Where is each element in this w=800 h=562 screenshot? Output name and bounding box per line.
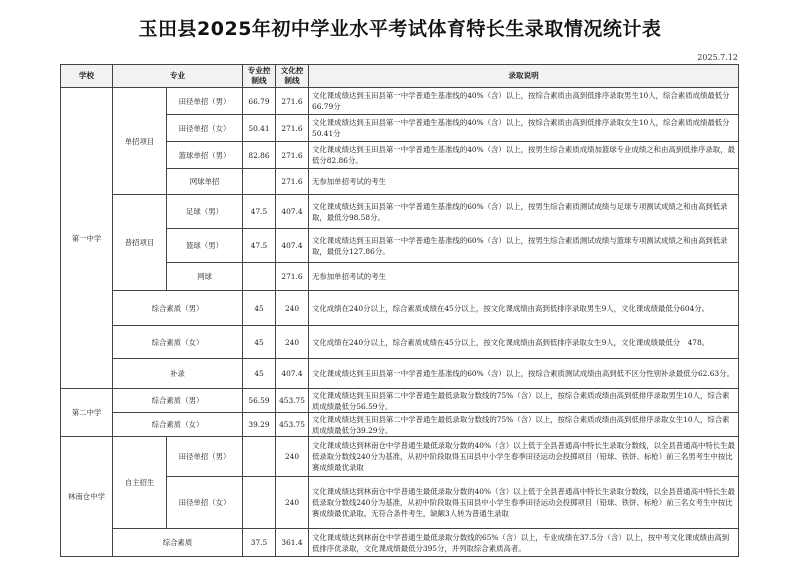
major-line-cell <box>243 477 276 529</box>
school-cell: 林南仓中学 <box>61 437 113 557</box>
note-cell: 文化课成绩达到玉田县第一中学普通生基准线的60%（含）以上，按男生综合素质测试成绩与足球专项测试成绩之和由高到低录取，最低分98.58分。 <box>309 195 739 229</box>
culture-line-cell: 240 <box>276 291 309 326</box>
major-line-cell: 45 <box>243 291 276 326</box>
note-cell: 文化课成绩达到玉田县第一中学普通生基准线的60%（含）以上，按综合素质测试成绩由高到低不区分性别补录最低分62.63分。 <box>309 359 739 389</box>
major-line-cell: 47.5 <box>243 195 276 229</box>
major-cell: 综合素质 <box>113 529 243 557</box>
major-line-cell <box>243 263 276 291</box>
culture-line-cell: 361.4 <box>276 529 309 557</box>
table-row <box>61 389 739 413</box>
document-date: 2025.7.12 <box>697 53 738 62</box>
major-cell: 田径单招（女） <box>167 477 243 529</box>
major-cell: 综合素质（男） <box>113 389 243 413</box>
admission-table <box>60 64 739 557</box>
note-cell: 文化课成绩达到玉田县第二中学普通生最低录取分数线的75%（含）以上，按综合素质成绩由高到低排序录取女生10人，综合素质成绩最低分39.29分。 <box>309 413 739 437</box>
note-cell: 文化课成绩达到玉田县第一中学普通生基准线的40%（含）以上，按男生综合素质成绩加篮球专业成绩之和由高到低排序录取，最低分82.86分。 <box>309 142 739 169</box>
culture-line-cell: 271.6 <box>276 169 309 195</box>
culture-line-cell: 453.75 <box>276 389 309 413</box>
culture-line-cell: 240 <box>276 477 309 529</box>
header-school: 学校 <box>61 65 113 88</box>
major-line-cell: 39.29 <box>243 413 276 437</box>
header-notes: 录取说明 <box>309 65 739 88</box>
major-cell: 综合素质（男） <box>113 291 243 326</box>
note-cell: 文化课成绩达到林南仓中学普通生最低录取分数的40%（含）以上低于全县普通高中特长生录取分数线，以全县普通高中特长生最低录取分数线240分为基准，从初中阶段取得玉田县中小学生春季田径运动会投掷项目（铅球、铁饼、标枪）前三名女考生中按比赛成绩最优录取。无符合条件考生，缺额3人转为普通生录取 <box>309 477 739 529</box>
header-major-line: 专业控制线 <box>243 65 276 88</box>
note-cell: 文化成绩在240分以上，综合素质成绩在45分以上，按文化课成绩由高到低排序录取女生9人，文化课成绩最低分 478。 <box>309 326 739 359</box>
major-cell: 网球 <box>167 263 243 291</box>
culture-line-cell: 453.75 <box>276 413 309 437</box>
table-row <box>61 529 739 557</box>
note-cell: 无参加单招考试的考生 <box>309 169 739 195</box>
category-cell: 单招项目 <box>113 88 167 195</box>
major-cell: 综合素质（女） <box>113 326 243 359</box>
note-cell: 文化课成绩达到玉田县第一中学普通生基准线的40%（含）以上，按综合素质由高到低排序录取男生10人，综合素质成绩最低分66.79分 <box>309 88 739 115</box>
major-cell: 田径单招（男） <box>167 88 243 115</box>
major-line-cell <box>243 169 276 195</box>
note-cell: 文化课成绩达到玉田县第一中学普通生基准线的60%（含）以上，按男生综合素质测试成绩与篮球专项测试成绩之和由高到低录取，最低分127.86分。 <box>309 229 739 263</box>
culture-line-cell: 407.4 <box>276 195 309 229</box>
major-cell: 篮球单招（男） <box>167 142 243 169</box>
table-row <box>61 359 739 389</box>
note-cell: 文化课成绩达到玉田县第二中学普通生最低录取分数线的75%（含）以上，按综合素质成绩由高到低排序录取男生10人，综合素质成绩最低分56.59分。 <box>309 389 739 413</box>
table-row <box>61 195 739 229</box>
major-line-cell: 50.41 <box>243 115 276 142</box>
major-cell: 补录 <box>113 359 243 389</box>
major-line-cell: 56.59 <box>243 389 276 413</box>
note-cell: 文化课成绩达到玉田县第一中学普通生基准线的40%（含）以上，按综合素质由高到低排序录取女生10人，综合素质成绩最低分50.41分 <box>309 115 739 142</box>
header-culture-line: 文化控制线 <box>276 65 309 88</box>
note-cell: 文化成绩在240分以上，综合素质成绩在45分以上，按文化课成绩由高到低排序录取男生9人，文化课成绩最低分604分。 <box>309 291 739 326</box>
header-major: 专业 <box>113 65 243 88</box>
major-cell: 田径单招（女） <box>167 115 243 142</box>
culture-line-cell: 271.6 <box>276 142 309 169</box>
school-cell: 第二中学 <box>61 389 113 437</box>
culture-line-cell: 240 <box>276 326 309 359</box>
culture-line-cell: 271.6 <box>276 88 309 115</box>
major-line-cell: 66.79 <box>243 88 276 115</box>
table-row <box>61 291 739 326</box>
category-cell: 普招项目 <box>113 195 167 291</box>
major-cell: 田径单招（男） <box>167 437 243 477</box>
culture-line-cell: 271.6 <box>276 115 309 142</box>
major-line-cell: 37.5 <box>243 529 276 557</box>
note-cell: 无参加单招考试的考生 <box>309 263 739 291</box>
culture-line-cell: 240 <box>276 437 309 477</box>
major-line-cell <box>243 437 276 477</box>
major-line-cell: 45 <box>243 359 276 389</box>
table-row <box>61 88 739 115</box>
note-cell: 文化课成绩达到林南仓中学普通生最低录取分数线的65%（含）以上，专业成绩在37.5分（含）以上，按中考文化课成绩由高到低排序优录取，文化课成绩最低分395分，并列取综合素质高者。 <box>309 529 739 557</box>
major-cell: 足球（男） <box>167 195 243 229</box>
table-header-row <box>61 65 739 88</box>
category-cell: 自主招生 <box>113 437 167 529</box>
major-line-cell: 82.86 <box>243 142 276 169</box>
culture-line-cell: 407.4 <box>276 359 309 389</box>
document-title: 玉田县2025年初中学业水平考试体育特长生录取情况统计表 <box>138 18 662 40</box>
major-cell: 篮球（男） <box>167 229 243 263</box>
culture-line-cell: 271.6 <box>276 263 309 291</box>
table-row <box>61 413 739 437</box>
school-cell: 第一中学 <box>61 88 113 389</box>
note-cell: 文化课成绩达到林南仓中学普通生最低录取分数的40%（含）以上低于全县普通高中特长生录取分数线，以全县普通高中特长生最低录取分数线240分为基准，从初中阶段取得玉田县中小学生春季田径运动会投掷项目（铅球、铁饼、标枪）前三名男考生中按比赛成绩最优录取 <box>309 437 739 477</box>
major-line-cell: 45 <box>243 326 276 359</box>
culture-line-cell: 407.4 <box>276 229 309 263</box>
table-row <box>61 437 739 477</box>
table-row <box>61 326 739 359</box>
major-cell: 网球单招 <box>167 169 243 195</box>
major-cell: 综合素质（女） <box>113 413 243 437</box>
major-line-cell: 47.5 <box>243 229 276 263</box>
